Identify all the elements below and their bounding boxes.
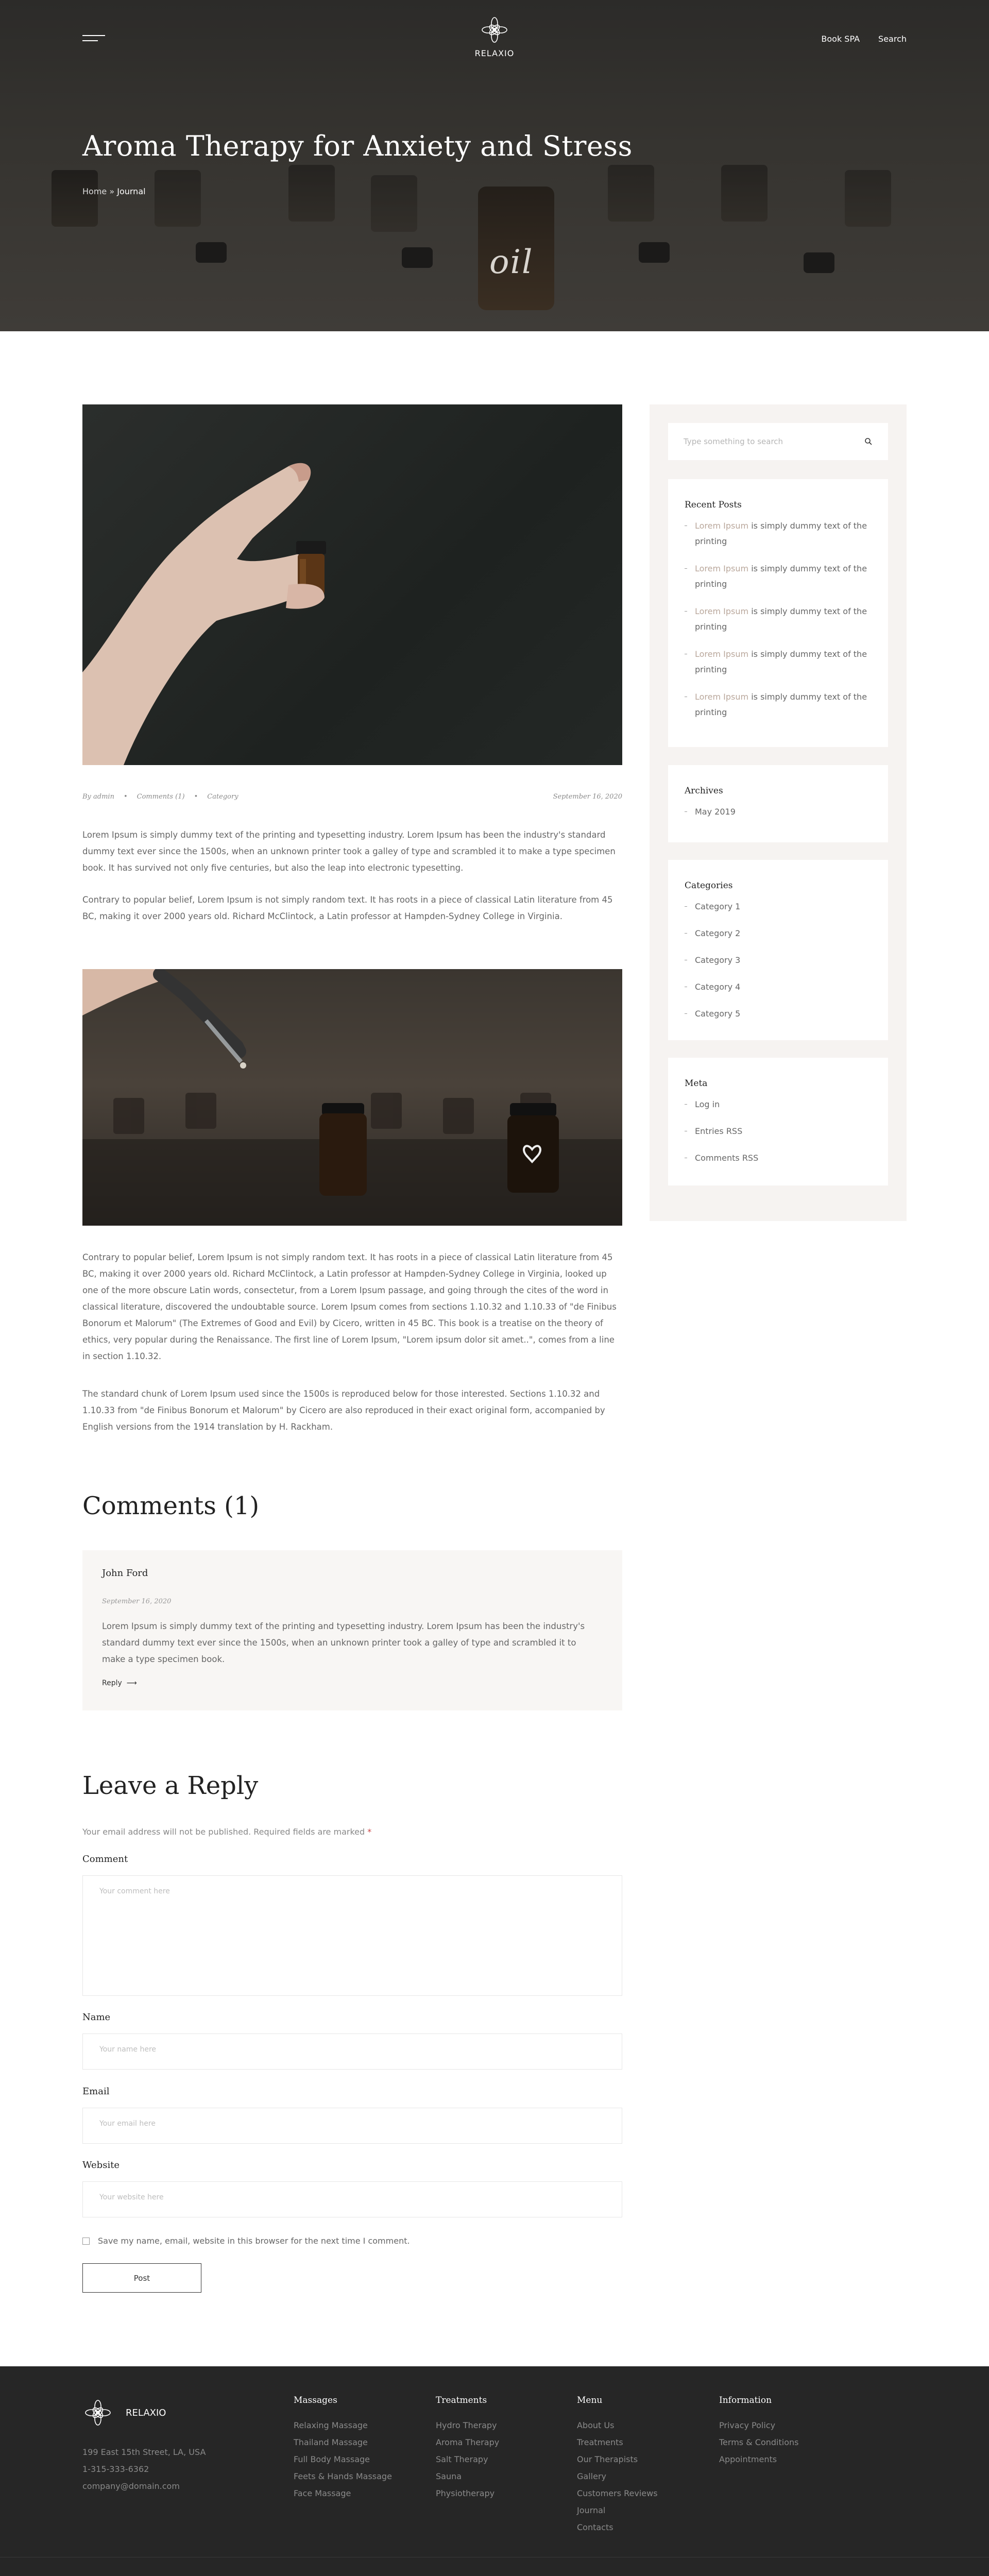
widget-title: Meta — [685, 1078, 708, 1089]
recent-post-item[interactable]: Lorem Ipsum is simply dummy text of the printing — [685, 518, 872, 549]
footer-link[interactable]: Full Body Massage — [294, 2454, 370, 2464]
footer-link[interactable]: Relaxing Massage — [294, 2420, 368, 2430]
meta-item[interactable]: Entries RSS — [685, 1124, 872, 1139]
website-input[interactable]: Your website here — [82, 2181, 622, 2217]
footer-link[interactable]: Our Therapists — [577, 2454, 638, 2464]
brand-name: RELAXIO — [474, 48, 515, 58]
post-image-hand-bottle — [82, 404, 622, 765]
footer-logo[interactable] — [82, 2397, 166, 2428]
reply-button[interactable]: Reply ⟶ — [102, 1679, 137, 1687]
categories-widget — [668, 860, 888, 1040]
recent-post-item[interactable]: Lorem Ipsum is simply dummy text of the printing — [685, 561, 872, 592]
post-comments-count[interactable]: Comments (1) — [137, 793, 185, 801]
post-paragraph: The standard chunk of Lorem Ipsum used since the 1500s is reproduced below for those interested. Sections 1.10.32 and 1.10.33 from "de Finibus Bonorum et Malorum" by Cicero are also reproduced in their exact original form, accompanied by English versions from the 1914 translation by H. Rackham. — [82, 1389, 605, 1432]
footer-link[interactable]: Privacy Policy — [719, 2420, 776, 2430]
comment-card — [82, 1550, 622, 1710]
form-note: Your email address will not be published. Required fields are marked * — [82, 1827, 372, 1837]
footer-link[interactable]: About Us — [577, 2420, 615, 2430]
save-info-label: Save my name, email, website in this browser for the next time I comment. — [98, 2236, 410, 2246]
category-item[interactable]: Category 2 — [685, 926, 872, 941]
book-spa-link[interactable]: Book SPA — [821, 34, 860, 44]
widget-title: Archives — [685, 786, 723, 796]
footer-col-title: Massages — [294, 2395, 337, 2405]
recent-posts-widget — [668, 479, 888, 747]
footer — [0, 2366, 989, 2576]
footer-phone[interactable]: 1-315-333-6362 — [82, 2464, 149, 2474]
post-paragraph: Contrary to popular belief, Lorem Ipsum is not simply random text. It has roots in a piece of classical Latin literature from 45 BC, making it over 2000 years old. Richard McClintock, a Latin professor at Hampden-Sydney College in Virginia. — [82, 895, 613, 921]
recent-post-item[interactable]: Lorem Ipsum is simply dummy text of the printing — [685, 647, 872, 677]
breadcrumb-home[interactable]: Home — [82, 187, 107, 196]
hamburger-menu-icon[interactable] — [82, 35, 105, 43]
footer-link[interactable]: Face Massage — [294, 2488, 351, 2498]
save-info-checkbox-row[interactable] — [82, 2236, 410, 2246]
recent-post-item[interactable]: Lorem Ipsum is simply dummy text of the printing — [685, 689, 872, 720]
footer-link[interactable]: Aroma Therapy — [436, 2437, 500, 2447]
comment-text: Lorem Ipsum is simply dummy text of the printing and typesetting industry. Lorem Ipsum has been the industry's standard dummy text ever since the 1500s, when an unknown printer took a galley of type and scrambled it to make a type specimen book. — [102, 1621, 585, 1664]
page-title: Aroma Therapy for Anxiety and Stress — [82, 130, 633, 162]
breadcrumb — [82, 187, 146, 196]
name-input[interactable]: Your name here — [82, 2033, 622, 2070]
footer-link[interactable]: Feets & Hands Massage — [294, 2471, 392, 2481]
hero-banner — [0, 0, 989, 331]
oil-bottle — [478, 187, 554, 310]
footer-link[interactable]: Thailand Massage — [294, 2437, 368, 2447]
post-paragraph: Lorem Ipsum is simply dummy text of the printing and typesetting industry. Lorem Ipsum has been the industry's standard dummy text ever since the 1500s, when an unknown printer took a galley of type and scrambled it to make a type specimen book. It has survived not only five centuries, but also the leap into electronic typesetting. — [82, 830, 616, 873]
category-item[interactable]: Category 4 — [685, 979, 872, 995]
post-button[interactable]: Post — [82, 2263, 201, 2293]
post-author[interactable]: By admin — [82, 793, 114, 801]
sidebar — [650, 404, 907, 1221]
footer-link[interactable]: Terms & Conditions — [719, 2437, 799, 2447]
reply-title: Leave a Reply — [82, 1771, 259, 1800]
post-date: September 16, 2020 — [553, 793, 622, 801]
footer-link[interactable]: Contacts — [577, 2522, 613, 2532]
comment-textarea[interactable]: Your comment here — [82, 1875, 622, 1996]
footer-col-title: Information — [719, 2395, 772, 2405]
comments-title: Comments (1) — [82, 1492, 260, 1520]
footer-link[interactable]: Gallery — [577, 2471, 606, 2481]
post-category[interactable]: Category — [207, 793, 238, 801]
meta-item[interactable]: Log in — [685, 1097, 872, 1112]
meta-widget — [668, 1058, 888, 1185]
search-input[interactable]: Type something to search — [684, 437, 783, 446]
arrow-right-icon: ⟶ — [124, 1679, 137, 1687]
footer-link[interactable]: Physiotherapy — [436, 2488, 495, 2498]
footer-link[interactable]: Salt Therapy — [436, 2454, 488, 2464]
comment-author: John Ford — [102, 1568, 148, 1579]
footer-contact — [82, 2444, 206, 2495]
category-item[interactable]: Category 5 — [685, 1006, 872, 1022]
email-input[interactable]: Your email here — [82, 2108, 622, 2144]
widget-title: Recent Posts — [685, 500, 742, 510]
post-meta: By admin • Comments (1) • Category September 16, 2020 — [82, 793, 622, 801]
logo[interactable] — [469, 14, 520, 58]
breadcrumb-current: Journal — [117, 187, 146, 196]
save-info-checkbox[interactable] — [82, 2238, 90, 2245]
post-image-dropper — [82, 969, 622, 1226]
recent-post-item[interactable]: Lorem Ipsum is simply dummy text of the printing — [685, 604, 872, 635]
footer-col-information — [719, 2395, 798, 2468]
footer-brand: RELAXIO — [126, 2407, 166, 2418]
email-label: Email — [82, 2086, 110, 2097]
meta-item[interactable]: Comments RSS — [685, 1150, 872, 1166]
footer-link[interactable]: Customers Reviews — [577, 2488, 658, 2498]
footer-col-treatments — [436, 2395, 499, 2502]
footer-link[interactable]: Appointments — [719, 2454, 777, 2464]
post-paragraph: Contrary to popular belief, Lorem Ipsum is not simply random text. It has roots in a piece of classical Latin literature from 45 BC, making it over 2000 years old. Richard McClintock, a Latin professor at Hampden-Sydney College in Virginia, looked up one of the more obscure Latin words, consectetur, from a Lorem Ipsum passage, and going through the cites of the word in classical literature, discovered the undoubtable source. Lorem Ipsum comes from sections 1.10.32 and 1.10.33 of "de Finibus Bonorum et Malorum" (The Extremes of Good and Evil) by Cicero, written in 45 BC. This book is a treatise on the theory of ethics, very popular during the Renaissance. The first line of Lorem Ipsum, "Lorem ipsum dolor sit amet..", comes from a line in section 1.10.32. — [82, 1252, 617, 1361]
widget-title: Categories — [685, 880, 733, 891]
footer-col-title: Menu — [577, 2395, 603, 2405]
footer-address: 199 East 15th Street, LA, USA — [82, 2447, 206, 2457]
comment-date: September 16, 2020 — [102, 1598, 172, 1605]
sidebar-search[interactable] — [668, 423, 888, 460]
website-label: Website — [82, 2160, 120, 2171]
archive-item[interactable]: May 2019 — [685, 804, 872, 820]
footer-col-title: Treatments — [436, 2395, 487, 2405]
lotus-icon — [82, 2397, 113, 2428]
footer-link[interactable]: Sauna — [436, 2471, 462, 2481]
footer-link[interactable]: Hydro Therapy — [436, 2420, 497, 2430]
archives-widget — [668, 765, 888, 842]
top-nav — [821, 34, 907, 44]
category-item[interactable]: Category 3 — [685, 953, 872, 968]
breadcrumb-separator: » — [109, 187, 115, 196]
footer-link[interactable]: Treatments — [577, 2437, 623, 2447]
footer-col-menu — [577, 2395, 658, 2536]
footer-col-massages — [294, 2395, 392, 2502]
search-link[interactable]: Search — [878, 34, 907, 44]
footer-link[interactable]: Journal — [577, 2505, 606, 2515]
footer-email[interactable]: company@domain.com — [82, 2481, 180, 2491]
lotus-icon — [479, 14, 510, 45]
name-label: Name — [82, 2012, 111, 2023]
bottle-label: oil — [489, 243, 534, 281]
comment-label: Comment — [82, 1854, 128, 1865]
category-item[interactable]: Category 1 — [685, 899, 872, 914]
search-icon[interactable] — [864, 437, 873, 446]
